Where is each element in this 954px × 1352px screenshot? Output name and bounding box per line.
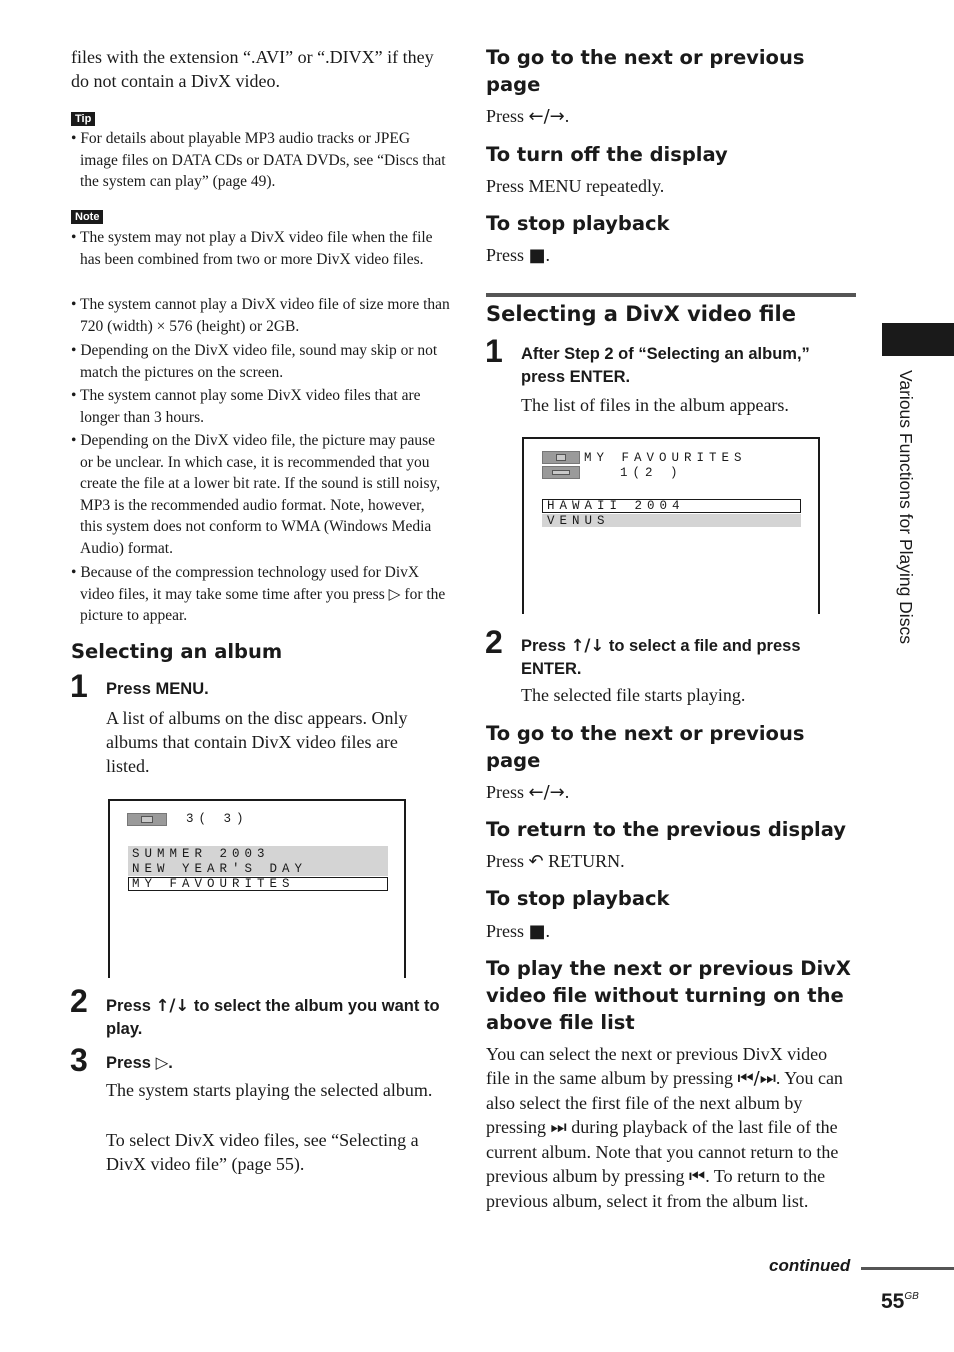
note-item: • The system cannot play some DivX video files that are longer than 3 hours. — [71, 387, 421, 426]
note-label: Note — [71, 210, 103, 224]
album-item[interactable]: NEW YEAR'S DAY — [132, 862, 308, 876]
tip-text: For details about playable MP3 audio tracks or JPEG image files on DATA CDs or DATA DVDs, see “Discs that the system can play” (page 49). — [80, 130, 446, 190]
stop-icon: ■ — [528, 921, 546, 942]
step-number: 2 — [485, 624, 503, 660]
album-count: 3( 3) — [186, 812, 249, 826]
note-item: • The system may not play a DivX video file when the file has been combined from two or more DivX video files. — [71, 229, 433, 268]
step-number: 2 — [70, 983, 88, 1019]
file-icon — [542, 466, 580, 479]
left-right-arrow-icon: ←/→ — [528, 782, 565, 803]
return-heading: To return to the previous display — [486, 818, 846, 841]
up-down-arrow-icon: ↑/↓ — [570, 636, 605, 655]
step-text: The list of files in the album appears. — [521, 395, 789, 415]
stop-heading: To stop playback — [486, 212, 670, 235]
return-icon: ↶ — [528, 851, 544, 872]
section-rule — [486, 293, 856, 297]
continued-label: continued — [769, 1256, 851, 1275]
note-item: • Depending on the DivX video file, sound may skip or not match the pictures on the screen. — [71, 342, 438, 381]
tip-label: Tip — [71, 112, 95, 126]
note-item: • Because of the compression technology used for DivX video files, it may take some time after you press ▷ for the picture to appear. — [71, 564, 446, 624]
prev-next-icon: ⏮/⏭ — [737, 1068, 776, 1089]
album-heading: Selecting an album — [71, 640, 283, 663]
prev-icon: ⏮ — [688, 1166, 706, 1187]
section-title: Selecting a DivX video file — [486, 302, 796, 326]
album-list-screen — [108, 799, 406, 978]
turn-off-heading: To turn off the display — [486, 143, 728, 166]
step-text: A list of albums on the disc appears. Only albums that contain DivX video files are listed. — [106, 708, 408, 776]
folder-icon — [542, 451, 580, 464]
album-item[interactable]: MY FAVOURITES — [132, 877, 295, 891]
press-text: Press ←/→. — [486, 782, 570, 803]
page-number: $55^{GB}$ — [881, 1290, 919, 1313]
step-title: After Step 2 of “Selecting an album,” press ENTER. — [521, 345, 810, 386]
intro-text: files with the extension “.AVI” or “.DIVX” if they do not contain a DivX video. — [71, 47, 434, 91]
stop-icon: ■ — [528, 245, 546, 266]
tip-bullet: • For details about playable MP3 audio tracks or JPEG image files on DATA CDs or DATA DVDs, see “Discs that the system can play” (page 49). — [71, 130, 446, 190]
folder-icon — [127, 813, 167, 826]
up-down-arrow-icon: ↑/↓ — [155, 996, 190, 1015]
press-text: Press ↶ RETURN. — [486, 851, 625, 872]
next-page-heading: To go to the next or previous page — [486, 722, 805, 772]
play-heading: To play the next or previous DivX video file without turning on the above file list — [486, 957, 851, 1034]
continued-rule — [861, 1267, 954, 1270]
stop-heading: To stop playback — [486, 887, 670, 910]
press-text: Press ■. — [486, 245, 551, 266]
press-text: Press ←/→. — [486, 106, 570, 127]
play-icon: ▷ — [388, 584, 401, 603]
turn-off-text: Press MENU repeatedly. — [486, 176, 665, 196]
file-item[interactable]: HAWAII 2004 — [547, 499, 685, 513]
play-paragraph: You can select the next or previous DivX video file in the same album by pressing ⏮/⏭. You can also select the first file of the next album by pressing ⏭ during playback of the last file of the current album. Note that you cannot return to the previous album by pressing ⏮. To return to the previous album, select it from the album list. — [486, 1044, 843, 1211]
step-number: 3 — [70, 1042, 88, 1078]
side-tab-marker — [882, 323, 954, 356]
step-title: Press ▷. — [106, 1053, 173, 1072]
album-name: MY FAVOURITES — [584, 451, 747, 465]
step-number: 1 — [485, 333, 503, 369]
file-item[interactable]: VENUS — [547, 514, 610, 528]
step-title: Press ↑/↓ to select a file and press ENTER. — [521, 636, 801, 678]
file-count: 1(2 ) — [620, 466, 683, 480]
side-tab-label: Various Functions for Playing Discs — [896, 370, 916, 644]
step-text: The selected file starts playing. — [521, 685, 746, 705]
step-title: Press MENU. — [106, 680, 209, 698]
note-item: • The system cannot play a DivX video file of size more than 720 (width) × 576 (height) or 2GB. — [71, 296, 450, 335]
step-title: Press ↑/↓ to select the album you want to play. — [106, 996, 440, 1038]
step-number: 1 — [70, 668, 88, 704]
album-item[interactable]: SUMMER 2003 — [132, 847, 270, 861]
press-text: Press ■. — [486, 921, 551, 942]
play-icon: ▷ — [155, 1053, 169, 1072]
note-item: • Depending on the DivX video file, the picture may pause or be unclear. In which case, it is recommended that you create the file at a lower bit rate. If the sound is still noisy, MP3 is the recommended audio format. Note, however, this system does not conform to WMA (Windows Media Audio) format. — [71, 432, 441, 557]
next-page-heading: To go to the next or previous page — [486, 46, 805, 96]
step-text: The system starts playing the selected album. — [106, 1080, 433, 1100]
next-icon: ⏭ — [550, 1117, 567, 1138]
left-right-arrow-icon: ←/→ — [528, 106, 565, 127]
step-text: To select DivX video files, see “Selecting a DivX video file” (page 55). — [106, 1130, 419, 1174]
file-list-screen — [522, 437, 820, 614]
